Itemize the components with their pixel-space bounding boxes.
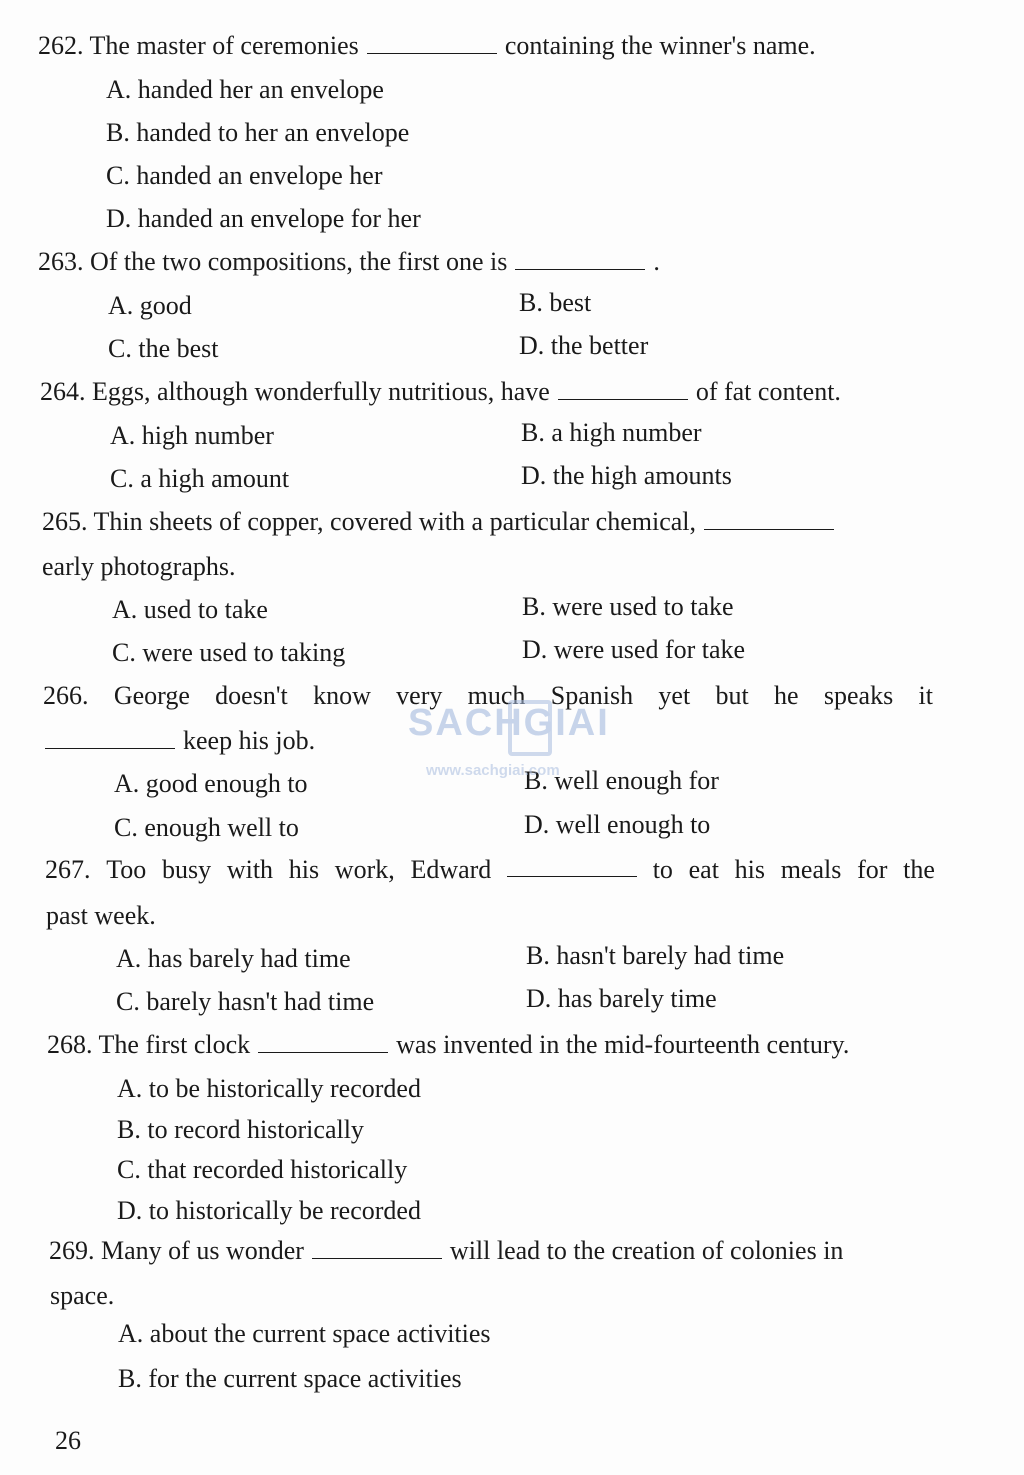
question-269	[49, 1235, 843, 1267]
question-word: meals	[780, 855, 842, 884]
option-d: D. to historically be recorded	[117, 1196, 421, 1225]
question-text: was invented in the mid-fourteenth century.	[396, 1030, 850, 1059]
question-268	[47, 1029, 849, 1061]
question-word: the	[903, 855, 935, 884]
question-264	[40, 376, 841, 408]
question-word: to	[652, 855, 673, 884]
option-b: B. for the current space activities	[118, 1364, 462, 1393]
answer-blank	[258, 1030, 388, 1053]
option-d: D. handed an envelope for her	[106, 204, 421, 233]
question-word: doesn't	[215, 681, 288, 710]
option-c: C. that recorded historically	[117, 1155, 408, 1184]
question-word: busy	[161, 855, 212, 884]
question-number: 262.	[38, 31, 84, 60]
option-a: A. good enough to	[114, 769, 308, 798]
question-number: 264.	[40, 377, 86, 406]
question-text: .	[653, 247, 660, 276]
option-b: B. handed to her an envelope	[106, 118, 410, 147]
option-a: A. about the current space activities	[118, 1319, 491, 1348]
answer-blank	[558, 377, 688, 400]
option-a: A. good	[108, 291, 192, 320]
option-a: A. has barely had time	[116, 944, 351, 973]
question-262	[38, 30, 816, 62]
question-text: Of the two compositions, the first one is	[90, 247, 508, 276]
option-a: A. used to take	[112, 595, 268, 624]
question-word: it	[918, 681, 933, 710]
question-text: Thin sheets of copper, covered with a particular chemical,	[93, 507, 697, 536]
question-number: 265.	[42, 507, 88, 536]
answer-blank	[515, 247, 645, 270]
question-continuation	[45, 725, 315, 757]
question-word: but	[715, 681, 749, 710]
question-number: 266.	[43, 681, 89, 710]
answer-blank	[704, 507, 834, 530]
question-text: keep his job.	[183, 726, 316, 755]
question-word: Edward	[410, 855, 492, 884]
question-continuation: past week.	[46, 901, 156, 930]
watermark-logo: SACHGIAI	[408, 702, 610, 744]
option-d: D. the better	[519, 331, 649, 360]
question-text: The master of ceremonies	[89, 31, 359, 60]
question-number: 268.	[47, 1030, 93, 1059]
option-b: B. were used to take	[522, 592, 734, 621]
question-word: George	[113, 681, 190, 710]
question-word: know	[313, 681, 371, 710]
option-b: B. to record historically	[117, 1115, 364, 1144]
option-c: C. a high amount	[110, 464, 290, 493]
option-c: C. were used to taking	[112, 638, 346, 667]
answer-blank	[507, 854, 637, 877]
question-word: yet	[658, 681, 691, 710]
option-d: D. were used for take	[522, 635, 746, 664]
question-word: eat	[688, 855, 719, 884]
question-word: work,	[334, 855, 395, 884]
option-c: C. enough well to	[114, 813, 299, 842]
question-word: he	[774, 681, 799, 710]
watermark	[408, 700, 618, 790]
question-text: Many of us wonder	[101, 1236, 304, 1265]
question-number: 267.	[45, 855, 91, 884]
question-continuation: early photographs.	[42, 552, 236, 581]
option-d: D. the high amounts	[521, 461, 732, 490]
question-number: 263.	[38, 247, 84, 276]
question-word: Spanish	[550, 681, 634, 710]
question-word: much	[467, 681, 526, 710]
question-text: Eggs, although wonderfully nutritious, have	[92, 377, 550, 406]
question-word: his	[288, 855, 320, 884]
question-word: with	[226, 855, 274, 884]
question-267	[45, 854, 935, 886]
question-text: containing the winner's name.	[504, 31, 816, 60]
option-a: A. high number	[110, 421, 274, 450]
answer-blank	[45, 726, 175, 749]
question-text: will lead to the creation of colonies in	[449, 1236, 844, 1265]
question-continuation: space.	[50, 1281, 115, 1310]
option-b: B. best	[519, 288, 592, 317]
question-number: 269.	[49, 1236, 95, 1265]
option-d: D. has barely time	[526, 984, 717, 1013]
page-number: 26	[55, 1426, 81, 1455]
option-b: B. well enough for	[524, 766, 719, 795]
option-a: A. handed her an envelope	[106, 75, 384, 104]
option-c: C. handed an envelope her	[106, 161, 383, 190]
question-word: speaks	[823, 681, 894, 710]
option-b: B. hasn't barely had time	[526, 941, 785, 970]
answer-blank	[367, 31, 497, 54]
question-263	[38, 246, 660, 278]
option-c: C. the best	[108, 334, 219, 363]
question-265	[42, 506, 842, 538]
question-text: of fat content.	[695, 377, 841, 406]
question-text: The first clock	[98, 1030, 251, 1059]
option-b: B. a high number	[521, 418, 702, 447]
watermark-url: www.sachgiai.com	[426, 762, 560, 779]
question-word: for	[857, 855, 888, 884]
question-word: very	[396, 681, 443, 710]
question-word: his	[734, 855, 765, 884]
option-a: A. to be historically recorded	[117, 1074, 421, 1103]
answer-blank	[312, 1236, 442, 1259]
option-d: D. well enough to	[524, 810, 711, 839]
question-word: Too	[106, 855, 147, 884]
option-c: C. barely hasn't had time	[116, 987, 375, 1016]
